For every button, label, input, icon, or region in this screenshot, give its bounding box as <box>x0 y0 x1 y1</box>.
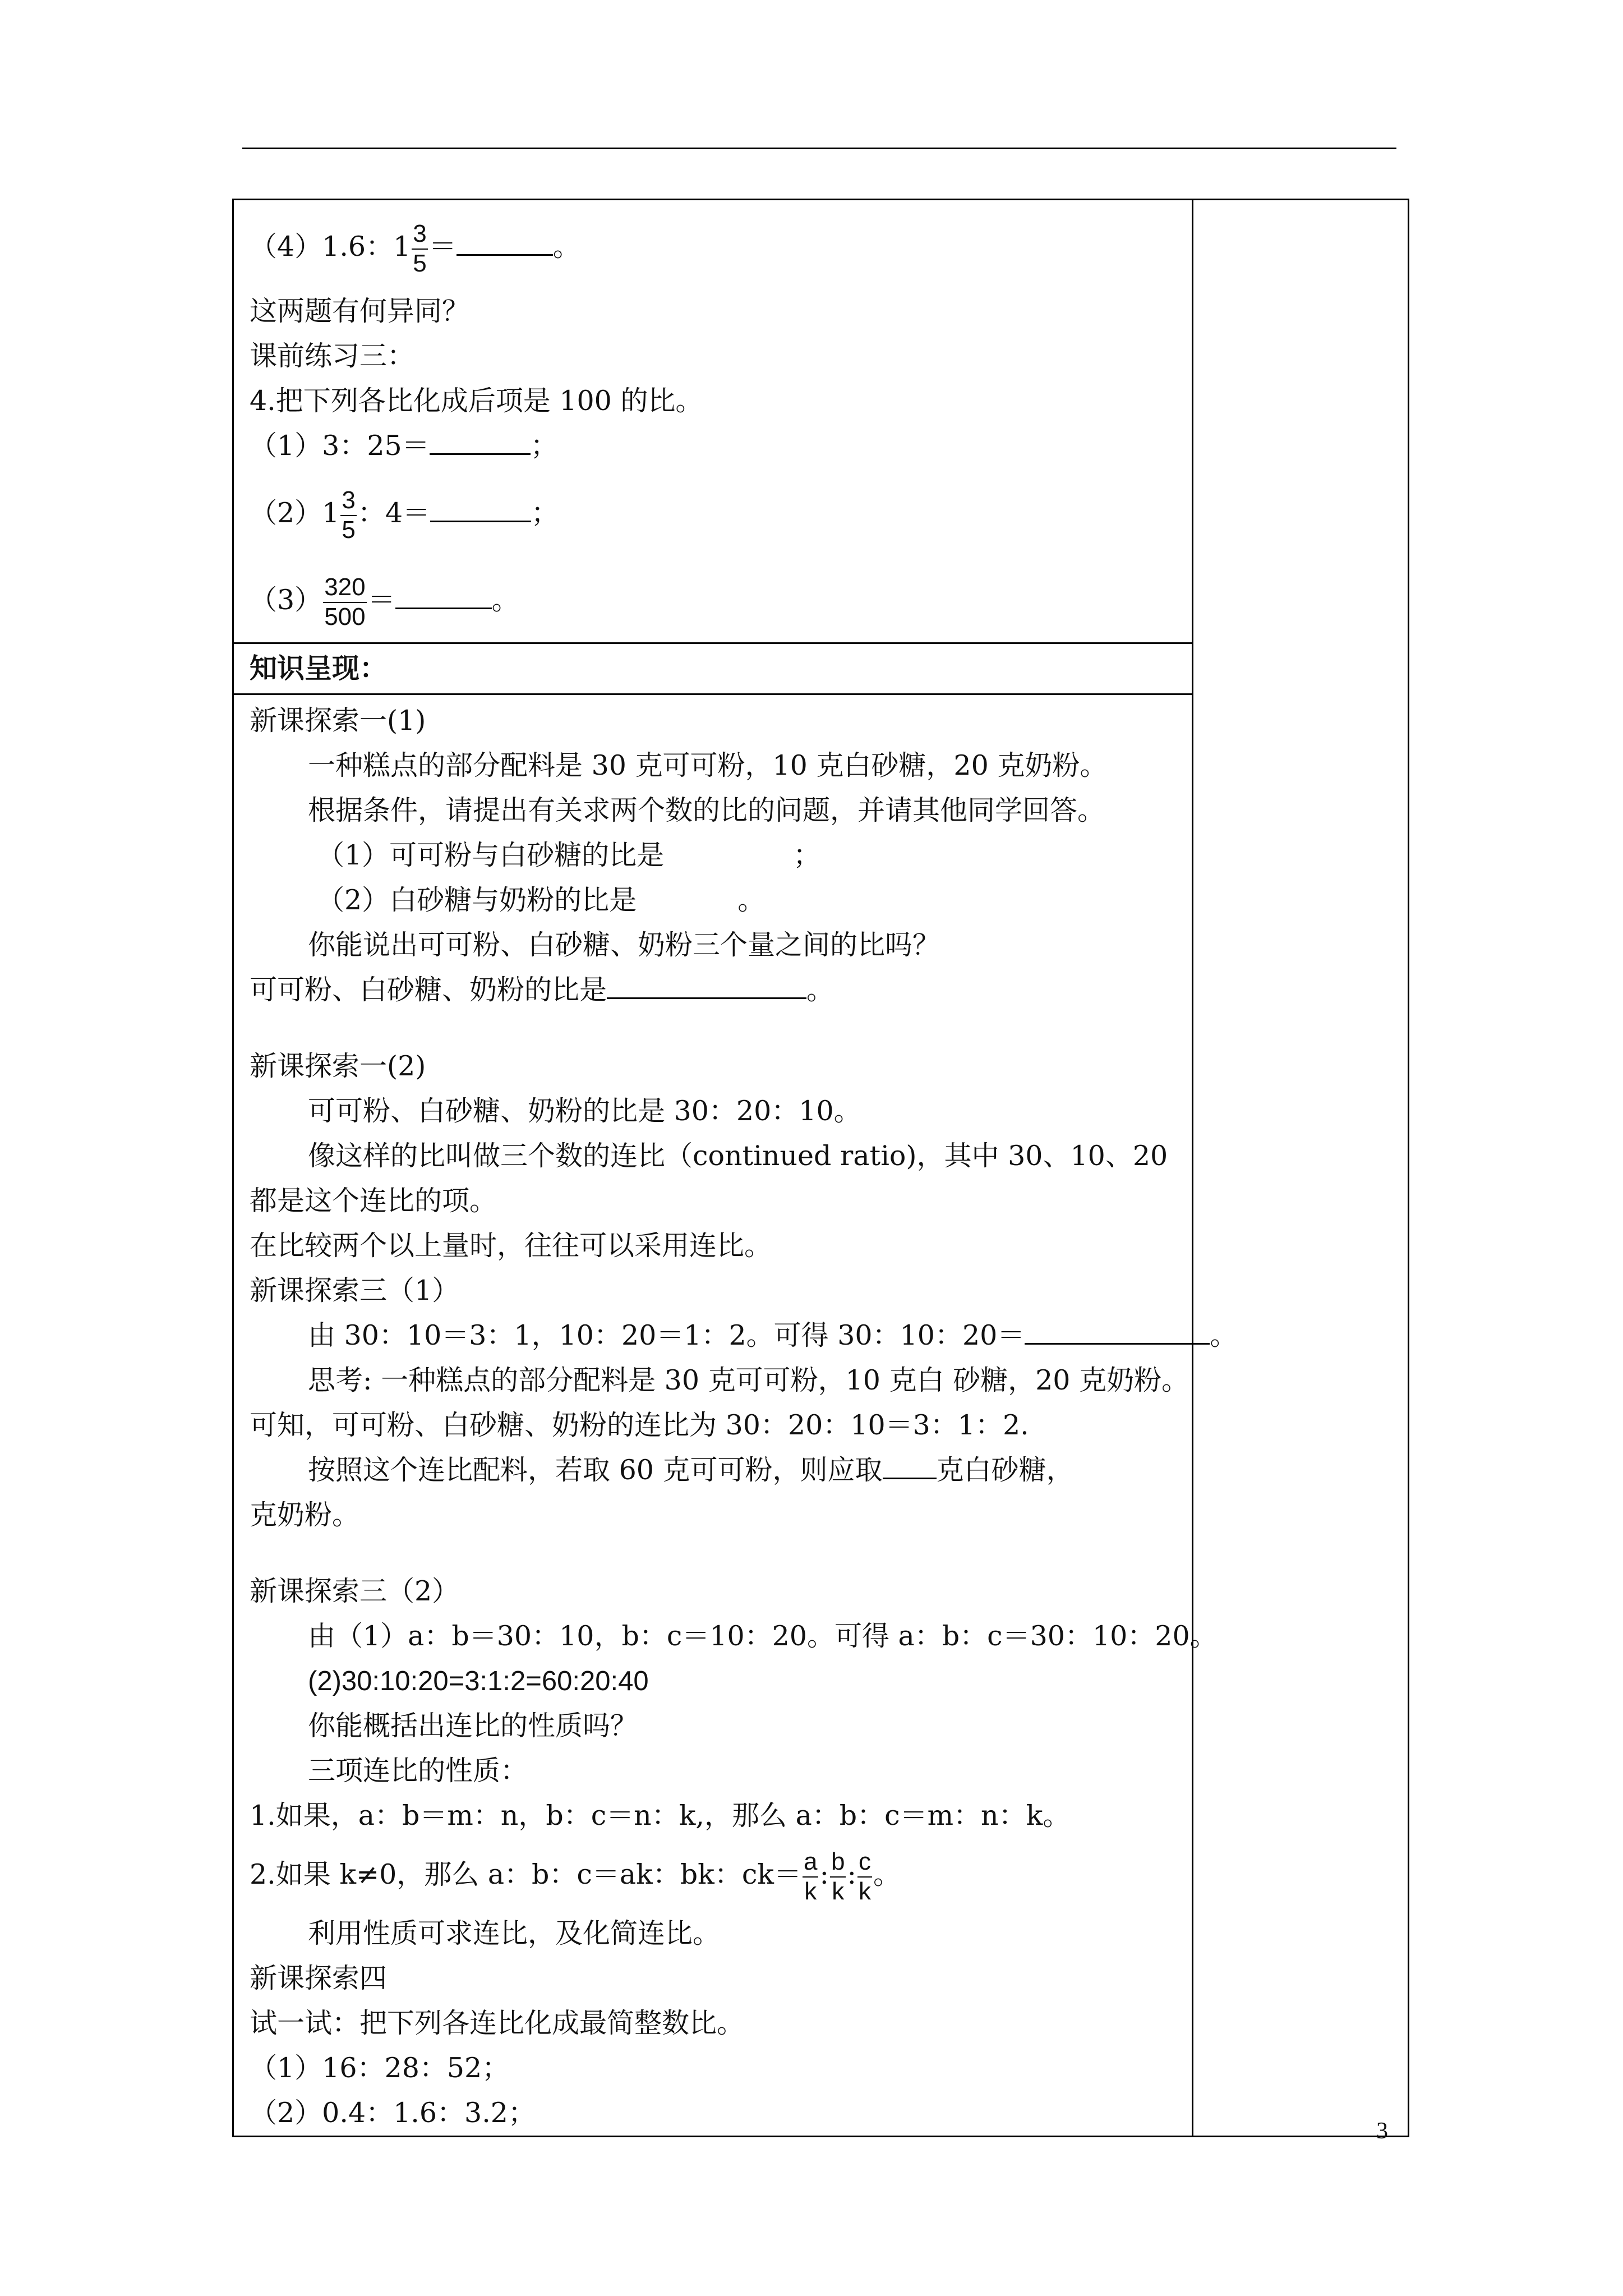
fraction: $\frac{a}{k}$ <box>803 1848 818 1905</box>
paragraph: 一种糕点的部分配料是 30 克可可粉，10 克白砂糖，20 克奶粉。 <box>308 749 1108 781</box>
paragraph: 根据条件，请提出有关求两个数的比的问题，并请其他同学回答。 <box>308 794 1105 826</box>
paragraph: 克奶粉。 <box>250 1499 360 1531</box>
compare-question: 这两题有何异同？ <box>250 295 470 327</box>
worksheet-table <box>232 199 1409 2137</box>
section-header: 知识呈现： <box>250 652 388 684</box>
answer-blank[interactable] <box>430 429 531 455</box>
question-4-instruction: 4.把下列各比化成后项是 100 的比。 <box>250 385 703 417</box>
answer-blank[interactable] <box>430 496 531 522</box>
explore-3-1-line: 由 30：10＝3：1，10：20＝1：2。可得 30：10：20＝ 。 <box>308 1319 1238 1351</box>
paragraph: 你能说出可可粉、白砂糖、奶粉三个量之间的比吗？ <box>308 929 940 961</box>
fraction: $\frac{c}{k}$ <box>858 1848 871 1905</box>
header-rule <box>242 148 1396 149</box>
paragraph: 在比较两个以上量时，往往可以采用连比。 <box>250 1230 772 1262</box>
exercise-item: （1）16：28：52； <box>250 2052 510 2084</box>
paragraph: 都是这个连比的项。 <box>250 1185 497 1217</box>
answer-blank[interactable] <box>395 583 492 609</box>
explore-1-2-title: 新课探索一(2) <box>250 1050 426 1082</box>
table-row <box>233 200 1409 643</box>
section-header-cell <box>233 643 1193 694</box>
question-4-line: （4）1.6：1 $\frac{3}{5}$ ＝ 。 <box>250 220 580 277</box>
mixed-fraction: $\frac{3}{5}$ <box>413 220 427 277</box>
answer-blank[interactable] <box>607 973 806 999</box>
paragraph: 思考: 一种糕点的部分配料是 30 克可可粉，10 克白 砂糖，20 克奶粉。 <box>308 1364 1189 1396</box>
paragraph: 你能概括出连比的性质吗？ <box>308 1710 638 1742</box>
preview-exercise-cell <box>233 200 1193 643</box>
exercise-item: （2）0.4：1.6：3.2； <box>250 2097 536 2129</box>
notes-column <box>1193 200 1409 2137</box>
answer-blank[interactable] <box>1025 1318 1210 1345</box>
explore-3-1-title: 新课探索三（1） <box>250 1274 460 1306</box>
explore-3-2-title: 新课探索三（2） <box>250 1575 460 1607</box>
question-4-part-3: （3） $\frac{320}{500}$ ＝ 。 <box>250 573 519 631</box>
page-number: 3 <box>1376 2118 1388 2144</box>
paragraph: 像这样的比叫做三个数的连比（continued ratio)，其中 30、10、20 <box>308 1140 1168 1172</box>
paragraph: (2)30:10:20=3:1:2=60:20:40 <box>308 1666 649 1696</box>
explore-1-1-title: 新课探索一(1) <box>250 705 426 737</box>
paragraph: 可可粉、白砂糖、奶粉的比是 30：20：10。 <box>308 1095 861 1127</box>
mixed-fraction: $\frac{3}{5}$ <box>342 486 356 544</box>
explore-4-title: 新课探索四 <box>250 1962 388 1994</box>
paragraph: 利用性质可求连比，及化简连比。 <box>308 1917 721 1949</box>
question-4-part-2: （2）1 $\frac{3}{5}$ ：4＝ ； <box>250 486 559 544</box>
property-1: 1.如果，a：b＝m：n，b：c＝n：k,，那么 a：b：c＝m：n：k。 <box>250 1800 1071 1832</box>
question-4-part-1: （1）3：25＝ ； <box>250 430 558 462</box>
answer-blank[interactable] <box>883 1453 937 1479</box>
paragraph: 可知，可可粉、白砂糖、奶粉的连比为 30：20：10＝3：1：2. <box>250 1409 1029 1441</box>
property-2: 2.如果 k≠0，那么 a：b：c＝ak：bk：ck＝ $\frac{a}{k}$ : $\frac{b}{k}$ : $\frac{c}{k}$ 。 <box>250 1848 901 1905</box>
explore-1-1-q1: （1）可可粉与白砂糖的比是 ； <box>317 839 821 871</box>
lesson-content-cell <box>233 694 1238 2137</box>
explore-1-1-q2: （2）白砂糖与奶粉的比是 。 <box>317 884 766 916</box>
paragraph: 三项连比的性质： <box>308 1755 528 1787</box>
paragraph: 由（1）a：b＝30：10，b：c＝10：20。可得 a：b：c＝30：10：20。 <box>308 1620 1218 1652</box>
fraction: $\frac{b}{k}$ <box>831 1848 845 1905</box>
explore-3-1-question: 按照这个连比配料，若取 60 克可可粉，则应取 克白砂糖， <box>308 1454 1074 1486</box>
paragraph: 试一试：把下列各连比化成最简整数比。 <box>250 2007 745 2039</box>
answer-blank[interactable] <box>457 229 553 256</box>
explore-1-1-answer: 可可粉、白砂糖、奶粉的比是 。 <box>250 974 834 1006</box>
pre-exercise-3-title: 课前练习三： <box>250 340 415 372</box>
fraction: $\frac{320}{500}$ <box>324 573 366 631</box>
